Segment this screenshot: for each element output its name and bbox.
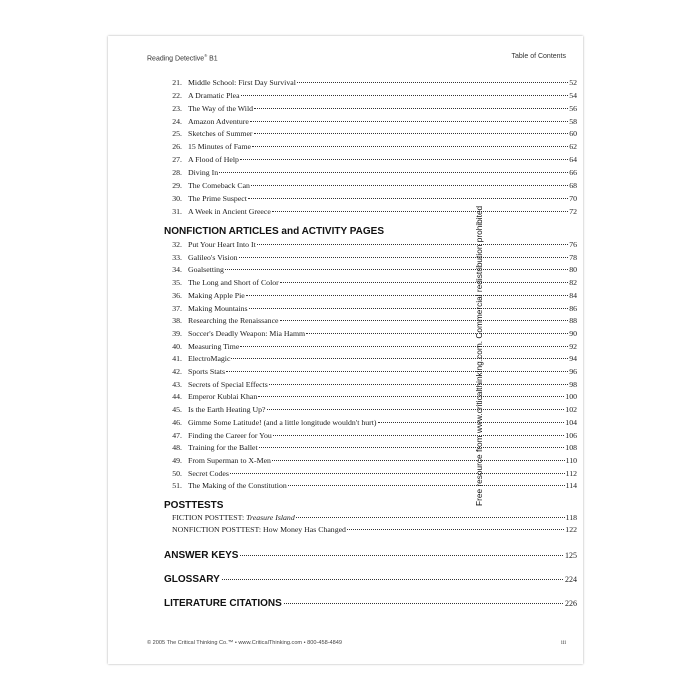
toc-entry-page: 62 [569, 142, 577, 152]
toc-entry-number: 39. [172, 328, 182, 338]
toc-entry-title: 15 Minutes of Fame [188, 142, 252, 152]
dot-leader [272, 211, 568, 212]
toc-entry-page: 104 [565, 417, 577, 427]
toc-entry-row[interactable] [164, 117, 577, 126]
footer-copyright: © 2005 The Critical Thinking Co.™ • www.CriticalThinking.com • 800-458-4849 [147, 640, 342, 646]
glossary-row[interactable] [164, 574, 577, 585]
toc-entry-row[interactable] [164, 469, 577, 478]
dot-leader [267, 409, 565, 410]
toc-entry-row[interactable] [164, 168, 577, 177]
toc-entry-number: 25. [172, 129, 182, 139]
toc-entry-number: 35. [172, 278, 182, 288]
toc-entry-number: 43. [172, 379, 182, 389]
toc-entry-row[interactable] [164, 207, 577, 216]
toc-entry-number: 26. [172, 142, 182, 152]
dot-leader [219, 172, 568, 173]
toc-entry-title: Middle School: First Day Survival [188, 78, 296, 87]
toc-entry-title: Measuring Time [188, 341, 240, 351]
toc-entry-number: 48. [172, 443, 182, 453]
toc-entry-page: 54 [569, 90, 577, 100]
toc-section-title: LITERATURE CITATIONS [164, 598, 282, 609]
toc-entry-page: 102 [565, 405, 577, 415]
toc-entry-number: 37. [172, 303, 182, 313]
dot-leader [240, 346, 568, 347]
toc-entry-row[interactable] [164, 456, 577, 465]
toc-entry-number: 28. [172, 167, 182, 177]
posttest-row-nonfiction[interactable] [172, 525, 577, 534]
toc-entry-page: 72 [569, 206, 577, 216]
toc-entry-number: 47. [172, 430, 182, 440]
toc-entry-number: 51. [172, 481, 182, 491]
toc-entry-row[interactable] [164, 405, 577, 414]
toc-entry-number: 32. [172, 240, 182, 249]
toc-entry-title: Galileo's Vision [188, 252, 238, 262]
toc-entry-page: 88 [569, 316, 577, 326]
toc-entry-number: 49. [172, 455, 182, 465]
toc-section-page: 125 [565, 551, 577, 560]
dot-leader [288, 485, 565, 486]
toc-entry-page: 84 [569, 290, 577, 300]
answer-keys-row[interactable] [164, 550, 577, 561]
toc-entry-title: Sports Stats [188, 367, 226, 376]
toc-entry-row[interactable] [164, 418, 577, 427]
toc-section-title: GLOSSARY [164, 574, 220, 585]
toc-entry-page: 90 [569, 328, 577, 338]
toc-entry-title: A Flood of Help [188, 155, 239, 165]
toc-section-title: ANSWER KEYS [164, 550, 239, 561]
toc-entry-number: 42. [172, 367, 182, 376]
dot-leader [273, 435, 564, 436]
toc-entry-number: 34. [172, 265, 182, 275]
header-section-title: Table of Contents [511, 53, 566, 60]
toc-entry-number: 30. [172, 193, 182, 203]
toc-entry-page: 94 [569, 354, 577, 364]
dot-leader [246, 295, 568, 296]
toc-entry-page: 112 [565, 468, 577, 478]
toc-entry-row[interactable] [164, 91, 577, 100]
toc-entry-page: 122 [565, 525, 577, 534]
dot-leader [230, 473, 565, 474]
toc-entry-row[interactable] [164, 253, 577, 262]
toc-section-page: 226 [565, 599, 577, 608]
toc-entry-page: 76 [569, 240, 577, 249]
toc-entry-title: ElectroMagic [188, 354, 231, 364]
toc-entry-row[interactable] [164, 78, 577, 87]
toc-entry-title: Secrets of Special Effects [188, 379, 268, 389]
toc-entry-title: Soccer's Deadly Weapon: Mia Hamm [188, 328, 306, 338]
toc-entry-page: 96 [569, 367, 577, 376]
toc-entry-number: 33. [172, 252, 182, 262]
registered-mark: ® [204, 53, 208, 58]
dot-leader [250, 121, 568, 122]
dot-leader [296, 517, 565, 518]
toc-entry-number: 38. [172, 316, 182, 326]
posttest-italic-title: Treasure Island [246, 513, 295, 522]
document-page [108, 36, 583, 664]
toc-entry-title: Making Apple Pie [188, 290, 245, 300]
toc-entry-title: Is the Earth Heating Up? [188, 405, 266, 415]
toc-entry-page: 66 [569, 167, 577, 177]
dot-leader [306, 333, 568, 334]
toc-entry-title: From Superman to X-Men [188, 455, 271, 465]
toc-entry-title: The Long and Short of Color [188, 278, 279, 288]
dot-leader [251, 185, 568, 186]
toc-entry-page: 82 [569, 278, 577, 288]
toc-entry-number: 31. [172, 206, 182, 216]
toc-entry-title: The Way of the Wild [188, 103, 254, 113]
toc-entry-page: 118 [565, 513, 577, 522]
dot-leader [225, 269, 568, 270]
dot-leader [259, 447, 565, 448]
toc-entry-title: Emperor Kublai Khan [188, 392, 258, 402]
toc-entry-page: 106 [565, 430, 577, 440]
toc-entry-row[interactable] [164, 194, 577, 203]
dot-leader [249, 308, 569, 309]
dot-leader [241, 95, 569, 96]
toc-entry-title: The Comeback Can [188, 180, 250, 190]
dot-leader [297, 82, 568, 83]
dot-leader [254, 133, 569, 134]
toc-entry-title: Training for the Ballet [188, 443, 258, 453]
toc-entry-title: NONFICTION POSTTEST: How Money Has Changed [172, 525, 346, 534]
dot-leader [231, 358, 568, 359]
toc-entry-row[interactable] [164, 129, 577, 138]
toc-entry-row[interactable] [164, 304, 577, 313]
toc-entry-page: 70 [569, 193, 577, 203]
toc-entry-page: 52 [569, 78, 577, 87]
toc-entry-row[interactable] [164, 431, 577, 440]
footer-page-number: iii [560, 640, 566, 646]
toc-entry-title: Finding the Career for You [188, 430, 272, 440]
toc-entry-page: 56 [569, 103, 577, 113]
toc-entry-row[interactable] [164, 367, 577, 376]
toc-entry-number: 36. [172, 290, 182, 300]
toc-entry-page: 64 [569, 155, 577, 165]
dot-leader [272, 460, 565, 461]
toc-entry-row[interactable] [164, 291, 577, 300]
toc-entry-page: 58 [569, 116, 577, 126]
dot-leader [269, 384, 568, 385]
toc-entry-number: 45. [172, 405, 182, 415]
toc-entry-number: 27. [172, 155, 182, 165]
toc-entry-title: A Dramatic Plea [188, 90, 240, 100]
toc-entry-number: 46. [172, 417, 182, 427]
toc-entry-page: 114 [565, 481, 577, 491]
toc-entry-page: 60 [569, 129, 577, 139]
toc-entry-title: Put Your Heart Into It [188, 240, 256, 249]
dot-leader [240, 159, 568, 160]
toc-entry-page: 80 [569, 265, 577, 275]
toc-entry-number: 23. [172, 103, 182, 113]
toc-entry-page: 100 [565, 392, 577, 402]
toc-entry-title: Making Mountains [188, 303, 248, 313]
toc-entry-row[interactable] [164, 329, 577, 338]
dot-leader [239, 257, 569, 258]
book-title-text: Reading Detective [147, 55, 205, 63]
dot-leader [280, 320, 569, 321]
toc-entry-row[interactable] [164, 443, 577, 452]
dot-leader [347, 529, 564, 530]
dot-leader [280, 282, 568, 283]
toc-entry-page: 110 [565, 455, 577, 465]
toc-entry-page: 98 [569, 379, 577, 389]
dot-leader [226, 371, 568, 372]
literature-citations-row[interactable] [164, 598, 577, 609]
toc-entry-title: Sketches of Summer [188, 129, 253, 139]
toc-entry-row[interactable] [164, 155, 577, 164]
toc-entry-page: 92 [569, 341, 577, 351]
toc-entry-row[interactable] [164, 380, 577, 389]
toc-entry-title: Gimme Some Latitude! (and a little longitude wouldn't hurt) [188, 417, 377, 427]
dot-leader [248, 198, 568, 199]
posttests-heading: POSTTESTS [164, 500, 224, 511]
toc-entry-title: Diving In [188, 167, 219, 177]
dot-leader [252, 146, 568, 147]
toc-entry-row[interactable] [164, 342, 577, 351]
toc-entry-page: 108 [565, 443, 577, 453]
dot-leader [222, 579, 563, 580]
toc-entry-title: Amazon Adventure [188, 116, 249, 126]
toc-entry-row[interactable] [164, 392, 577, 401]
posttest-row-fiction[interactable] [172, 513, 577, 522]
toc-entry-number: 29. [172, 180, 182, 190]
toc-entry-row[interactable] [164, 142, 577, 151]
toc-entry-row[interactable] [164, 354, 577, 363]
toc-entry-row[interactable] [164, 278, 577, 287]
toc-entry-number: 41. [172, 354, 182, 364]
toc-entry-page: 86 [569, 303, 577, 313]
toc-entry-number: 44. [172, 392, 182, 402]
toc-entry-title [172, 513, 295, 522]
toc-entry-row[interactable] [164, 181, 577, 190]
header-book-title [147, 53, 218, 62]
dot-leader [254, 108, 568, 109]
toc-entry-number: 22. [172, 90, 182, 100]
dot-leader [378, 422, 565, 423]
toc-entry-title: The Making of the Constitution [188, 481, 287, 491]
toc-entry-number: 21. [172, 78, 182, 87]
toc-entry-page: 68 [569, 180, 577, 190]
toc-entry-row[interactable] [164, 240, 577, 249]
posttest-label: FICTION POSTTEST: [172, 513, 247, 522]
dot-leader [284, 603, 563, 604]
dot-leader [240, 555, 563, 556]
toc-entry-number: 50. [172, 468, 182, 478]
toc-entry-title: A Week in Ancient Greece [188, 206, 271, 216]
toc-entry-title: Goalsetting [188, 265, 224, 275]
toc-entry-number: 40. [172, 341, 182, 351]
book-level-text: B1 [207, 55, 218, 63]
toc-entry-title: The Prime Suspect [188, 193, 247, 203]
toc-entry-row[interactable] [164, 481, 577, 490]
side-redistribution-notice: Free resource from www.criticalthinking.com. Commercial redistribution prohibited [474, 205, 484, 506]
dot-leader [258, 396, 564, 397]
toc-entry-number: 24. [172, 116, 182, 126]
toc-entry-row[interactable] [164, 265, 577, 274]
toc-entry-title: Secret Codes [188, 468, 229, 478]
nonfiction-heading: NONFICTION ARTICLES and ACTIVITY PAGES [164, 226, 385, 237]
toc-entry-row[interactable] [164, 104, 577, 113]
toc-entry-page: 78 [569, 252, 577, 262]
toc-entry-title: Researching the Renaissance [188, 316, 279, 326]
dot-leader [257, 244, 568, 245]
toc-entry-row[interactable] [164, 316, 577, 325]
toc-section-page: 224 [565, 575, 577, 584]
